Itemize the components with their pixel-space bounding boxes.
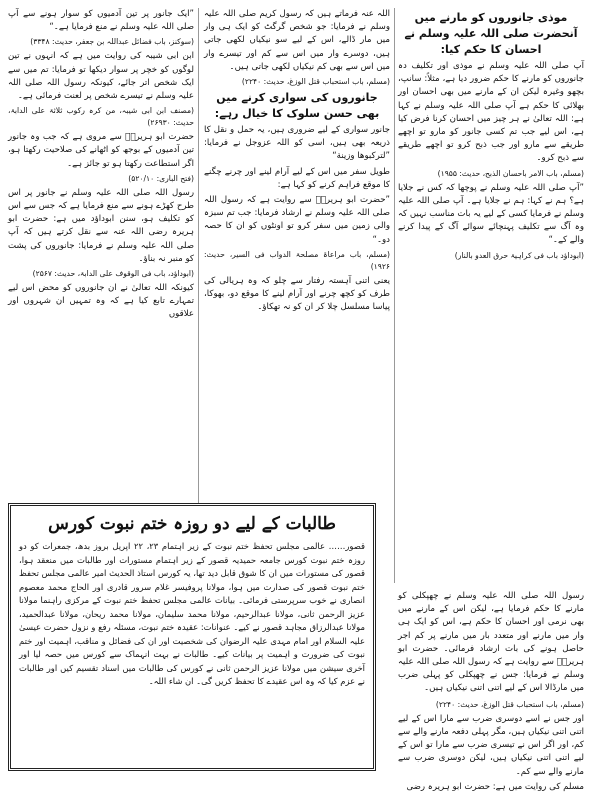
paragraph: حضرت ابو ہریرہؓ سے مروی ہے کہ جب وہ جانور تین آدمیوں کے بوجھ کو اٹھانے کی صلاحیت رکھتا ہو، اگر استطاعت رکھتا ہو تو جائز ہے۔ <box>8 132 194 169</box>
paragraph: جانور سواری کے لیے ضروری ہیں، یہ حمل و نقل کا ذریعہ بھی ہیں، اسی کو اللہ عزوجل نے فرمایا: ”لتركبوها وزينة“ <box>204 125 390 162</box>
paragraph: مسلم کی روایت میں ہے: حضرت ابو ہریرہ رضی <box>406 781 584 792</box>
hadith-reference: (مسلم، باب استحباب قتل الوزغ، حدیث: ۲۲۴۰) <box>435 699 584 709</box>
hadith-reference: (مسلم، باب استحباب قتل الوزغ، حدیث: ۲۲۴۰) <box>241 77 390 87</box>
column-divider <box>394 8 395 583</box>
announcement-body: قصور…… عالمی مجلس تحفظ ختم نبوت کے زیر اہتمام ۲۳، ۲۲ اپریل بروز بدھ، جمعرات کو دو روزہ ختم نبوت کورس جامعہ حمیدیہ قصور کے زیر اہتمام مستورات اور طالبات میں منعقد ہوا، قصور کی مستورات میں ان کا شوق قابل دید تھا، یہ کورس استاذ الحدیث امیر عالمی مجلس تحفظ ختم نبوت قصور کی صدارت میں ہوا، مولانا پروفیسر غلام سرور قادری اور الحاج محمد معصوم انصاری نے خوب سرپرستی فرمائی۔ بیانات عالمی مجلس تحفظ ختم نبوت کے مرکزی راہنما مولانا عزیز الرحمن ثانی، مولانا عبدالرحیم، مولانا محمد سلیمان، مولانا محمد ریحان، مولانا عبدالحمید، مولانا عبدالرزاق مجاہد قصور نے کیے۔ عنوانات: عقیدہ ختم نبوت، مسئلہ رفع و نزول حضرت عیسیٰ علیہ السلام اور امام مہدی علیہ الرضوان کی شخصیت اور ان کی فضائل و مناقب، اہمیت اور ختم نبوت کی ضرورت و اہمیت پر بیانات کیے۔ طالبات نے بہت انہماک سے کورس میں حصہ لیا اور آخری سیشن میں مولانا عزیز الرحمن ثانی نے کورس کی طالبات میں اسناد تقسیم کیں اور طالبات نے عزم کیا کہ وہ اس عقیدے کا تحفظ کریں گی۔ ان شاء اللہ۔ <box>19 541 365 686</box>
paragraph: ”ایک جانور پر تین آدمیوں کو سوار ہونے سے آپ صلی اللہ علیہ وسلم نے منع فرمایا ہے۔“ <box>8 9 194 33</box>
right-column-continued <box>398 590 584 792</box>
paragraph: اللہ عنہ فرماتے ہیں کہ رسول کریم صلی اللہ علیہ وسلم نے فرمایا: جو شخص گرگٹ کو ایک ہی وار میں مار ڈالے، اس کے لیے سو نیکیاں لکھی جاتی ہیں، دوسرے وار میں اس سے کم اور تیسرے وار میں اس سے بھی کم نیکیاں لکھی جاتی ہیں۔ <box>204 9 390 72</box>
paragraph: کیونکہ اللہ تعالیٰ نے ان جانوروں کو محض اس لیے تمہارے تابع کیا ہے کہ وہ تمہیں ان شہروں اور علاقوں <box>8 283 194 320</box>
hadith-reference: (مسلم، باب مراعاۃ مصلحۃ الدواب فی السیر، حدیث: ۱۹۲۶) <box>204 249 390 271</box>
paragraph: رسول اللہ صلی اللہ علیہ وسلم نے چھپکلی کو مارنے کا حکم فرمایا ہے، لیکن اس کے مارنے میں بھی نرمی اور احسان کا حکم ہے، اس کو ایک ہی وار میں مارنے اور متعدد بار میں مارنے پر کم اجر حاصل ہونے کی بات ارشاد فرمائی۔ حضرت ابو ہریرہؓ سے روایت ہے کہ رسول اللہ صلی اللہ علیہ وسلم نے فرمایا: جس نے چھپکلی کو پہلی ضرب میں مارڈالا اس کے لیے اتنی اتنی نیکیاں ہیں۔ <box>398 591 584 694</box>
hadith-reference: (سوکنز، باب فضائل عبداللہ بن جعفر، حدیث: ۳۳۴۸) <box>30 37 194 47</box>
paragraph: یعنی اتنی آہستہ رفتار سے چلو کہ وہ ہریالی کی طرف کو کچھ چرنے اور آرام لینے کا موقع دو، بھوکا، پیاسا مسلسل چلا کر ان کو نہ تھکاؤ۔ <box>204 275 390 313</box>
paragraph: ”حضرت ابو ہریرہؓ سے روایت ہے کہ رسول اللہ صلی اللہ علیہ وسلم نے ارشاد فرمایا: جب تم سبزہ والی زمین میں سفر کرو تو اونٹوں کو ان کا حصہ دو۔“ <box>204 195 390 245</box>
left-column <box>8 8 194 508</box>
right-column <box>398 8 584 588</box>
section-heading-middle: جانوروں کی سواری کرنے میں بھی حسن سلوک کا خیال رہے: <box>214 91 380 121</box>
middle-column <box>204 8 390 508</box>
announcement-title: طالبات کے لیے دو روزہ ختم نبوت کورس <box>48 514 336 534</box>
hadith-reference: (مصنف ابن ابی شیبہ، من کرہ رکوب ثلاثۃ علی الدابۃ، حدیث: ۲۶۹۳۰) <box>8 106 194 128</box>
section-heading-right: موذی جانوروں کو مارنے میں آنحضرت صلی اللہ علیہ وسلم نے احسان کا حکم کیا: <box>404 11 578 56</box>
paragraph: طویل سفر میں اس کے لیے آرام لینے اور چرنے چگنے کا موقع فراہم کرنے کو کہا ہے: <box>204 166 390 190</box>
hadith-reference: (ابوداؤد، باب فی الوقوف علی الدابۃ، حدیث: ۲۵۶۷) <box>32 269 194 279</box>
paragraph: ابن ابی شیبہ کی روایت میں ہے کہ انہوں نے تین لوگوں کو خچر پر سوار دیکھا تو فرمایا: تم میں سے ایک شخص اتر جائے، کیونکہ رسول اللہ صلی اللہ علیہ وسلم نے تیسرے شخص پر لعنت فرمائی ہے۔ <box>8 51 194 102</box>
paragraph: آپ صلی اللہ علیہ وسلم نے موذی اور تکلیف دہ جانوروں کو مارنے کا حکم ضرور دیا ہے، مثلاً: سانپ، بچھو وغیرہ لیکن ان کے مارنے میں بھی احسان اور بھلائی کا حکم ہے آپ صلی اللہ علیہ وسلم نے کہا ہے: اللہ تعالیٰ نے ہر چیز میں احسان کرنا فرض کیا ہے، اس لیے جب تم کسی جانور کو مارو تو اچھے طریقے سے مارو اور جب ذبح کرو تو اچھے طریقے سے ذبح کرو۔ <box>398 61 584 164</box>
column-divider <box>198 8 199 503</box>
hadith-reference: (فتح الباری: ۵۲۰/۱۰) <box>128 173 194 183</box>
hadith-reference: (ابوداؤد باب فی کراہیۃ حرق العدو بالنار) <box>454 250 584 260</box>
paragraph: اور جس نے اسے دوسری ضرب سے مارا اس کے لیے اتنی اتنی نیکیاں ہیں، مگر پہلی دفعہ مارنے والے سے کم، اور اگر اس نے تیسری ضرب سے مارا تو اس کے لیے اتنی اتنی نیکیاں ہیں، لیکن دوسری ضرب سے مارنے والے سے کم۔ <box>398 713 584 777</box>
hadith-reference: (مسلم، باب الامر باحسان الذبح، حدیث: ۱۹۵۵) <box>437 168 584 178</box>
paragraph: ”آپ صلی اللہ علیہ وسلم نے پوچھا کہ کس نے جلایا ہے؟ ہم نے کہا: ہم نے جلایا ہے۔ آپ صلی اللہ علیہ وسلم نے فرمایا کسی کے لیے یہ بات مناسب نہیں کہ وہ آگ سے تکلیف پہنچائے سوائے آگ کے پیدا کرنے والے کے۔“ <box>398 182 584 246</box>
paragraph: رسول اللہ صلی اللہ علیہ وسلم نے جانور پر اس طرح کھڑے ہونے سے منع فرمایا ہے کہ جس سے اس کو تکلیف ہو، سنن ابوداؤد میں ہے: حضرت ابو ہریرہ رضی اللہ عنہ سے نقل کرتے ہیں کہ آپ صلی اللہ علیہ وسلم نے فرمایا: جانوروں کی پشت کو منبر نہ بناؤ۔ <box>8 187 194 264</box>
announcement-box <box>8 503 376 771</box>
